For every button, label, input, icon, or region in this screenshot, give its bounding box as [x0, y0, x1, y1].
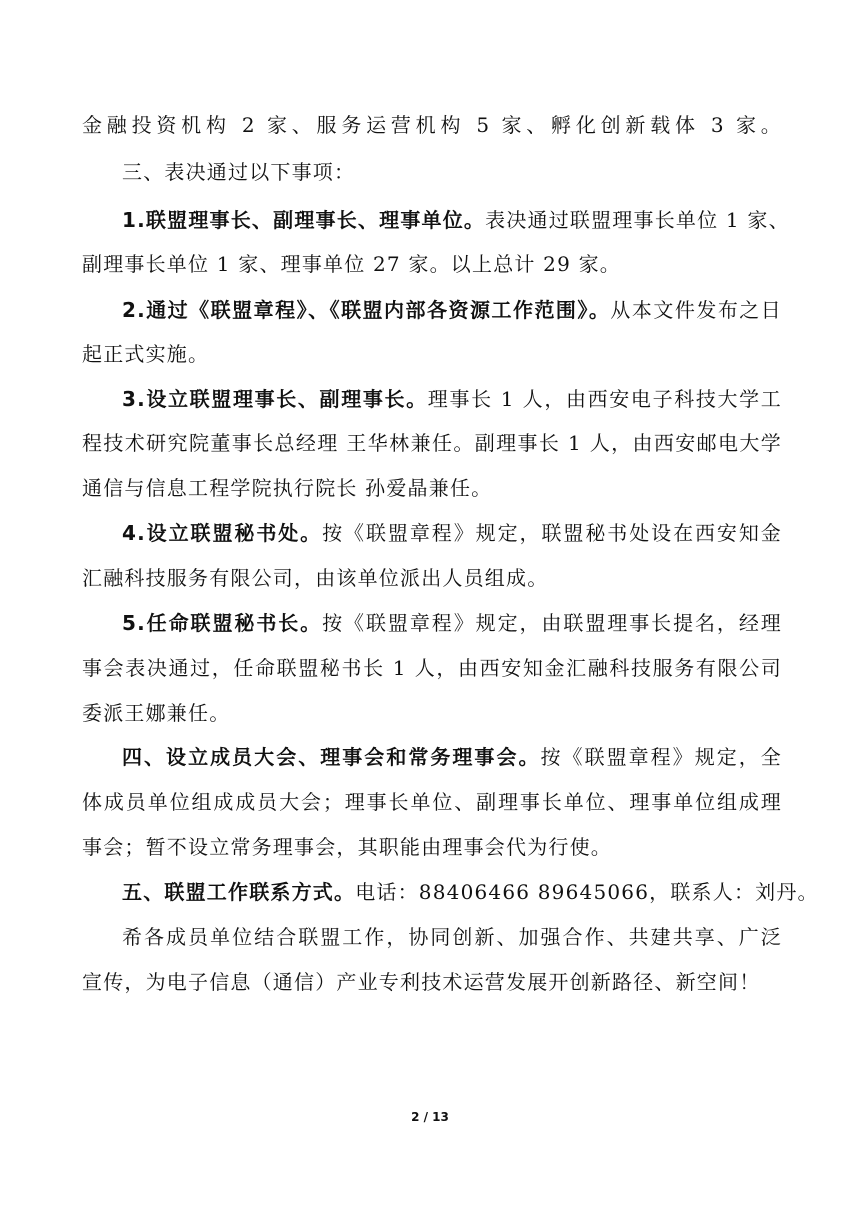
paragraph-line: 起正式实施。 — [82, 342, 210, 366]
item-5-title: 5.任命联盟秘书长。 — [122, 611, 323, 635]
item-5-line: 5.任命联盟秘书长。按《联盟章程》规定，由联盟理事长提名，经理 — [122, 611, 783, 635]
paragraph-line: 金融投资机构 2 家、服务运营机构 5 家、孵化创新载体 3 家。 — [82, 113, 782, 137]
item-1-line: 1.联盟理事长、副理事长、理事单位。表决通过联盟理事长单位 1 家、 — [122, 208, 790, 232]
paragraph-line: 副理事长单位 1 家、理事单位 27 家。以上总计 29 家。 — [82, 252, 621, 276]
section-4-line: 四、设立成员大会、理事会和常务理事会。按《联盟章程》规定，全 — [122, 745, 782, 769]
item-3-line: 3.设立联盟理事长、副理事长。理事长 1 人，由西安电子科技大学工 — [122, 387, 783, 411]
paragraph-line: 程技术研究院董事长总经理 王华林兼任。副理事长 1 人，由西安邮电大学 — [82, 431, 782, 455]
section-4-title: 四、设立成员大会、理事会和常务理事会。 — [122, 745, 541, 769]
paragraph-line: 委派王娜兼任。 — [82, 701, 231, 725]
item-2-title: 2.通过《联盟章程》、《联盟内部各资源工作范围》。 — [122, 298, 611, 322]
paragraph-line: 汇融科技服务有限公司，由该单位派出人员组成。 — [82, 566, 549, 590]
paragraph-line: 事会表决通过，任命联盟秘书长 1 人，由西安知金汇融科技服务有限公司 — [82, 656, 782, 680]
item-1-title: 1.联盟理事长、副理事长、理事单位。 — [122, 208, 486, 232]
section-5-title: 五、联盟工作联系方式。 — [122, 880, 356, 904]
item-4-line: 4.设立联盟秘书处。按《联盟章程》规定，联盟秘书处设在西安知金 — [122, 521, 783, 545]
paragraph-line: 通信与信息工程学院执行院长 孙爱晶兼任。 — [82, 476, 493, 500]
paragraph-line: 宣传，为电子信息（通信）产业专利技术运营发展开创新路径、新空间！ — [82, 970, 761, 994]
paragraph-line: 事会；暂不设立常务理事会，其职能由理事会代为行使。 — [82, 835, 612, 859]
section-heading: 三、表决通过以下事项： — [122, 160, 356, 184]
page-number: 2 / 13 — [411, 1110, 449, 1124]
section-5-line: 五、联盟工作联系方式。电话：88406466 89645066，联系人：刘丹。 — [122, 880, 819, 904]
item-2-line: 2.通过《联盟章程》、《联盟内部各资源工作范围》。从本文件发布之日 — [122, 298, 782, 322]
paragraph-line: 体成员单位组成成员大会；理事长单位、副理事长单位、理事单位组成理 — [82, 790, 782, 814]
item-3-title: 3.设立联盟理事长、副理事长。 — [122, 387, 428, 411]
item-4-title: 4.设立联盟秘书处。 — [122, 521, 323, 545]
closing-line: 希各成员单位结合联盟工作，协同创新、加强合作、共建共享、广泛 — [122, 925, 782, 949]
